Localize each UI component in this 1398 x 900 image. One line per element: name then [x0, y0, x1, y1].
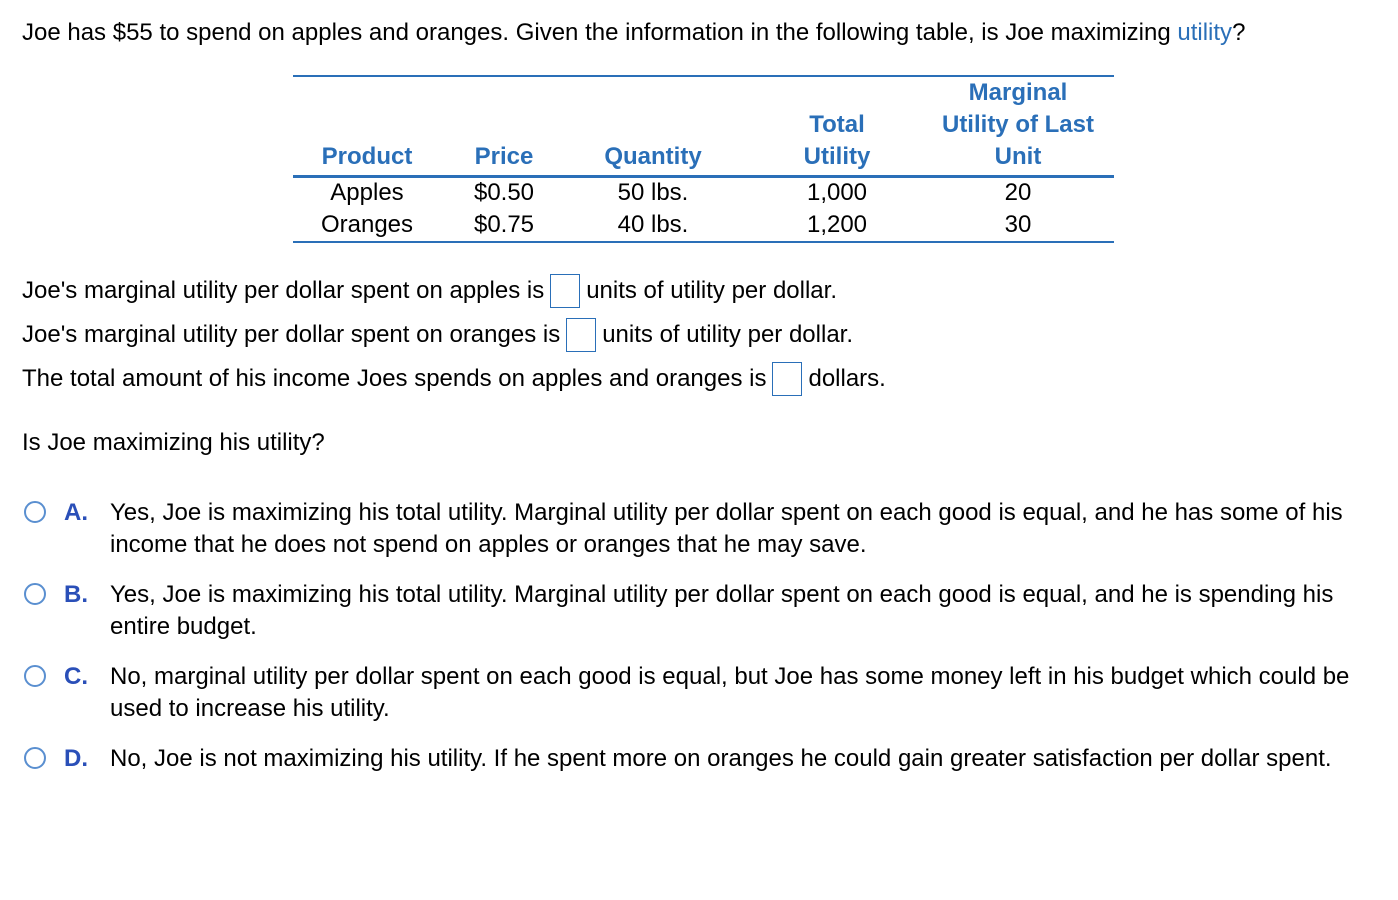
maximizing-prompt: Is Joe maximizing his utility? [22, 429, 325, 456]
cell-product-apples: Apples [330, 179, 404, 206]
apples-mu-per-dollar-input[interactable] [550, 274, 580, 308]
choice-d-radio[interactable] [24, 747, 46, 769]
header-marginal-utility-line3: Unit [994, 143, 1042, 170]
fill-in-apples-unit: units of utility per dollar. [586, 277, 837, 304]
cell-quantity-oranges: 40 lbs. [617, 211, 689, 238]
utility-data-table [293, 75, 1114, 243]
choice-b-text: Yes, Joe is maximizing his total utility. Marginal utility per dollar spent on each good is equal, and he is spending his entire budget. [110, 581, 1334, 640]
choice-b-letter: B. [64, 581, 88, 608]
question-text [22, 18, 1245, 48]
header-total-utility-line2: Utility [803, 143, 871, 170]
choice-c-text: No, marginal utility per dollar spent on each good is equal, but Joe has some money left in his budget which could be used to increase his utility. [110, 663, 1350, 722]
header-quantity: Quantity [604, 143, 702, 170]
cell-total-utility-apples: 1,000 [806, 179, 868, 206]
choice-a-radio[interactable] [24, 501, 46, 523]
header-marginal-utility-line1: Marginal [968, 79, 1068, 106]
cell-product-oranges: Oranges [320, 211, 414, 238]
cell-marginal-utility-apples: 20 [1004, 179, 1032, 206]
cell-price-oranges: $0.75 [473, 211, 535, 238]
question-text-before: Joe has $55 to spend on apples and oranges. Given the information in the following table, is Joe maximizing [22, 19, 1178, 46]
header-price: Price [474, 143, 534, 170]
choice-d[interactable] [24, 743, 1374, 775]
cell-marginal-utility-oranges: 30 [1004, 211, 1032, 238]
fill-in-apples-row [22, 274, 837, 308]
choice-b[interactable] [24, 579, 1374, 643]
header-marginal-utility-line2: Utility of Last [941, 111, 1094, 138]
choice-a-letter: A. [64, 499, 88, 526]
choice-c-letter: C. [64, 663, 88, 690]
fill-in-total-spent-row [22, 362, 886, 396]
fill-in-total-spent-unit: dollars. [808, 365, 886, 392]
utility-glossary-link[interactable]: utility [1177, 19, 1233, 46]
header-total-utility-line1: Total [809, 111, 865, 138]
cell-quantity-apples: 50 lbs. [617, 179, 689, 206]
choice-a-text: Yes, Joe is maximizing his total utility. Marginal utility per dollar spent on each good is equal, and he has some of his income that he does not spend on apples or oranges that he may save. [110, 499, 1343, 558]
header-product: Product [321, 143, 413, 170]
oranges-mu-per-dollar-input[interactable] [566, 318, 596, 352]
choice-a[interactable] [24, 497, 1374, 561]
cell-total-utility-oranges: 1,200 [806, 211, 868, 238]
fill-in-apples-label: Joe's marginal utility per dollar spent on apples is [22, 277, 545, 304]
cell-price-apples: $0.50 [473, 179, 535, 206]
total-spent-input[interactable] [772, 362, 802, 396]
choice-c[interactable] [24, 661, 1374, 725]
fill-in-oranges-label: Joe's marginal utility per dollar spent on oranges is [22, 321, 561, 348]
choice-d-text: No, Joe is not maximizing his utility. If he spent more on oranges he could gain greater satisfaction per dollar spent. [110, 745, 1332, 772]
fill-in-oranges-row [22, 318, 853, 352]
choice-d-letter: D. [64, 745, 88, 772]
choice-c-radio[interactable] [24, 665, 46, 687]
fill-in-total-spent-label: The total amount of his income Joes spends on apples and oranges is [22, 365, 767, 392]
fill-in-oranges-unit: units of utility per dollar. [602, 321, 853, 348]
choice-b-radio[interactable] [24, 583, 46, 605]
question-text-after: ? [1232, 19, 1246, 46]
